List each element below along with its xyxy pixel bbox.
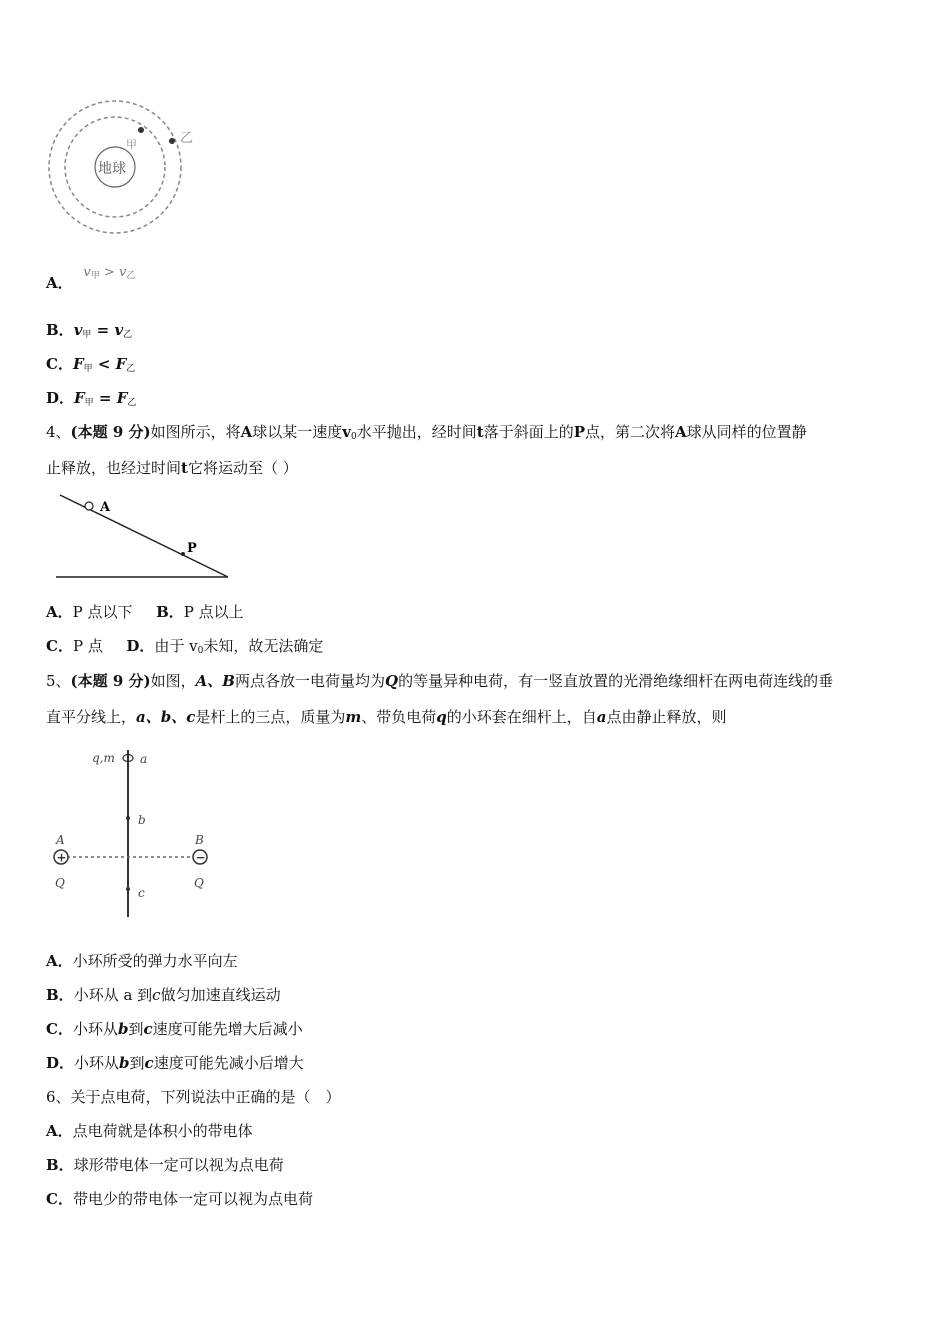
q6-stem: 6、关于点电荷，下列说法中正确的是（ ）	[46, 1088, 341, 1106]
label-a-point: a	[140, 752, 148, 766]
q5-option-d[interactable]: D．小环从b到c速度可能先减小后增大	[46, 1054, 304, 1072]
ball-a	[85, 502, 93, 510]
q6-option-b[interactable]: B．球形带电体一定可以视为点电荷	[46, 1156, 284, 1174]
q5-stem-line1: 5、(本题 9 分)如图，A、B两点各放一电荷量均为Q的等量异种电荷，有一竖直放置的光滑绝缘细杆在两电荷连线的垂	[46, 672, 834, 690]
q4-option-a[interactable]: A．P 点以下	[46, 603, 133, 621]
incline-figure	[50, 490, 240, 585]
label-c-point: c	[138, 886, 145, 900]
label-a: A	[100, 500, 111, 515]
label-Q-right: Q	[194, 876, 204, 890]
satellite-yi	[169, 138, 175, 144]
q3-option-a[interactable]: A． $v_甲 > v_乙$	[46, 265, 136, 292]
q3-option-d[interactable]: D．$F_甲 = F_乙$	[46, 389, 137, 408]
jia-label: 甲	[126, 138, 137, 151]
point-b	[126, 816, 130, 820]
label-A-charge: A	[56, 833, 65, 847]
label-b-point: b	[138, 813, 146, 827]
q6-option-c[interactable]: C．带电少的带电体一定可以视为点电荷	[46, 1190, 313, 1208]
q4-options-ab	[46, 602, 244, 622]
plus-sign: +	[56, 850, 67, 865]
q5-stem-line2: 直平分线上，a、b、c是杆上的三点，质量为m、带负电荷q的小环套在细杆上，自a点由静止释放，则	[46, 708, 727, 726]
q4-option-b[interactable]: B．P 点以上	[156, 603, 244, 621]
q5-option-a[interactable]: A．小环所受的弹力水平向左	[46, 952, 238, 970]
q3-option-b[interactable]: B．$v_甲 = v_乙$	[46, 321, 133, 340]
label-Q-left: Q	[55, 876, 65, 890]
label-qm: q,m	[92, 751, 115, 765]
q3-option-c[interactable]: C．$F_甲 < F_乙$	[46, 355, 136, 374]
q5-option-c[interactable]: C．小环从b到c速度可能先增大后减小	[46, 1020, 303, 1038]
satellite-jia	[138, 127, 144, 133]
q4-options-cd	[46, 636, 323, 661]
q4-stem-line1: 4、(本题 9 分)如图所示，将A球以某一速度$v_0$水平抛出，经时间t落于斜面上的P点，第二次将A球从同样的位置静	[46, 423, 807, 442]
orbit-figure	[40, 95, 200, 245]
q4-stem-line2: 止释放，也经过时间t它将运动至（ ）	[46, 459, 298, 477]
label-p: P	[187, 541, 197, 556]
yi-label: 乙	[180, 131, 194, 146]
label-B-charge: B	[195, 833, 204, 847]
q5-option-b[interactable]: B．小环从 a 到c做匀加速直线运动	[46, 986, 281, 1004]
minus-sign: −	[195, 850, 206, 865]
charges-figure	[48, 745, 218, 920]
q4-option-c[interactable]: C．P 点	[46, 637, 103, 655]
earth-label: 地球	[98, 161, 126, 177]
q6-option-a[interactable]: A．点电荷就是体积小的带电体	[46, 1122, 253, 1140]
q4-option-d[interactable]: D．由于 $v_0$未知，故无法确定	[126, 637, 324, 656]
point-c	[126, 887, 130, 891]
point-p	[181, 552, 185, 556]
